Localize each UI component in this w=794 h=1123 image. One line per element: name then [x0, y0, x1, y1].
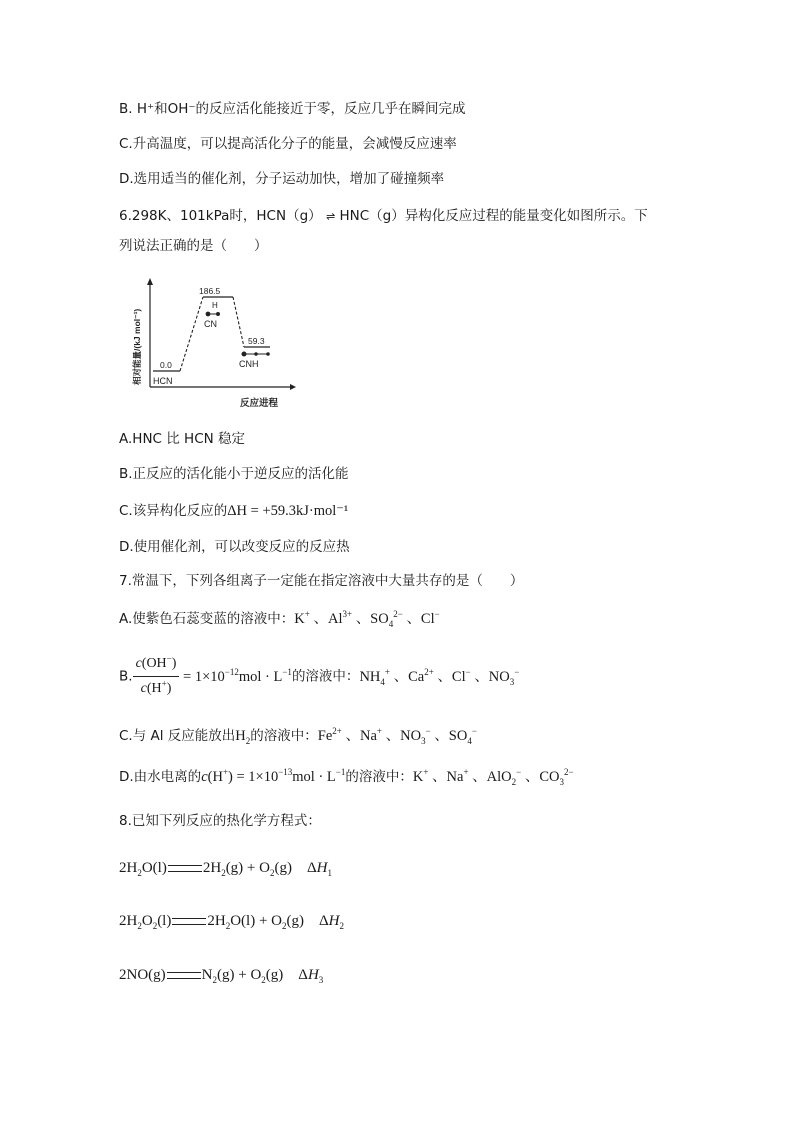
x-axis-label: 反应进程: [240, 398, 279, 409]
q7-option-c: C.与 Al 反应能放出$H_2$的溶液中：$Fe^{2+}$ 、Na+ 、$NO_3^-$ 、$SO_4^-$: [119, 726, 477, 746]
y-axis-label: 相对能量/(kJ mol⁻¹): [132, 308, 142, 385]
q5-option-c: C.升高温度，可以提高活化分子的能量，会减慢反应速率: [119, 136, 457, 152]
transition-state-label: CN: [204, 319, 217, 329]
q6-option-c: C.该异构化反应的ΔH = +59.3kJ·mol⁻¹: [119, 503, 349, 519]
q7-option-d: D.由水电离的$c(H^+) = 1\times 10^{-13}mol \cdot L^{-1}$的溶液中：K+ 、Na+ 、AlO$_2$− 、$CO_3^{2-}$: [119, 767, 574, 787]
equation-2: $2H_2O_2(l) 2H_2O(l) + O_2(g)$ $\Delta H_2$: [119, 913, 344, 931]
q6-option-a: A.HNC 比 HCN 稳定: [119, 431, 246, 447]
transition-state-h-label: H: [212, 301, 218, 310]
reactant-label: HCN: [153, 376, 173, 386]
q6-stem-line1: 6.298K、101kPa时，HCN（g） ⇌ HNC（g）异构化反应过程的能量变化如图所示。下: [119, 208, 648, 224]
q5-option-d: D.选用适当的催化剂，分子运动加快，增加了碰撞频率: [119, 171, 445, 187]
q7-stem: 7.常温下，下列各组离子一定能在指定溶液中大量共存的是（ ）: [119, 573, 524, 589]
q6-option-b: B.正反应的活化能小于逆反应的活化能: [119, 466, 349, 482]
product-label: CNH: [239, 359, 259, 369]
transition-state-energy-value: 186.5: [199, 286, 221, 296]
equation-1: $2H_2O(l) 2H_2(g) + O_2(g)$ $\Delta H_1$: [119, 860, 332, 878]
q7-option-b: B. $\frac{c(OH^-)}{c(H^+)}$ = $1\times 10^{-12}mol \cdot L^{-1}$的溶液中：$NH_4^+$ 、$Ca^{2+}$ 、Cl− 、$NO_3^-$: [119, 653, 519, 700]
q8-stem: 8.已知下列反应的热化学方程式：: [119, 813, 321, 829]
equilibrium-arrow-icon: ⇌: [325, 210, 336, 223]
q6-stem-line2: 列说法正确的是（ ）: [119, 238, 268, 254]
q6-option-d: D.使用催化剂，可以改变反应的反应热: [119, 539, 350, 555]
hydroxide-hydrogen-ratio: $\frac{c(OH^-)}{c(H^+)}$: [133, 653, 180, 700]
energy-profile-diagram: [128, 275, 298, 415]
equation-3: 2NO(g) $N_2(g) + O_2(g)$ $\Delta H_3$: [119, 967, 324, 985]
q5-option-b: B. H⁺和OH⁻的反应活化能接近于零，反应几乎在瞬间完成: [119, 101, 466, 117]
reactant-energy-value: 0.0: [160, 360, 172, 370]
q7-option-a: A.使紫色石蕊变蓝的溶液中：K+ 、$Al^{3+}$ 、$SO_4^{2-}$ 、Cl−: [119, 609, 440, 629]
product-energy-value: 59.3: [248, 336, 265, 346]
